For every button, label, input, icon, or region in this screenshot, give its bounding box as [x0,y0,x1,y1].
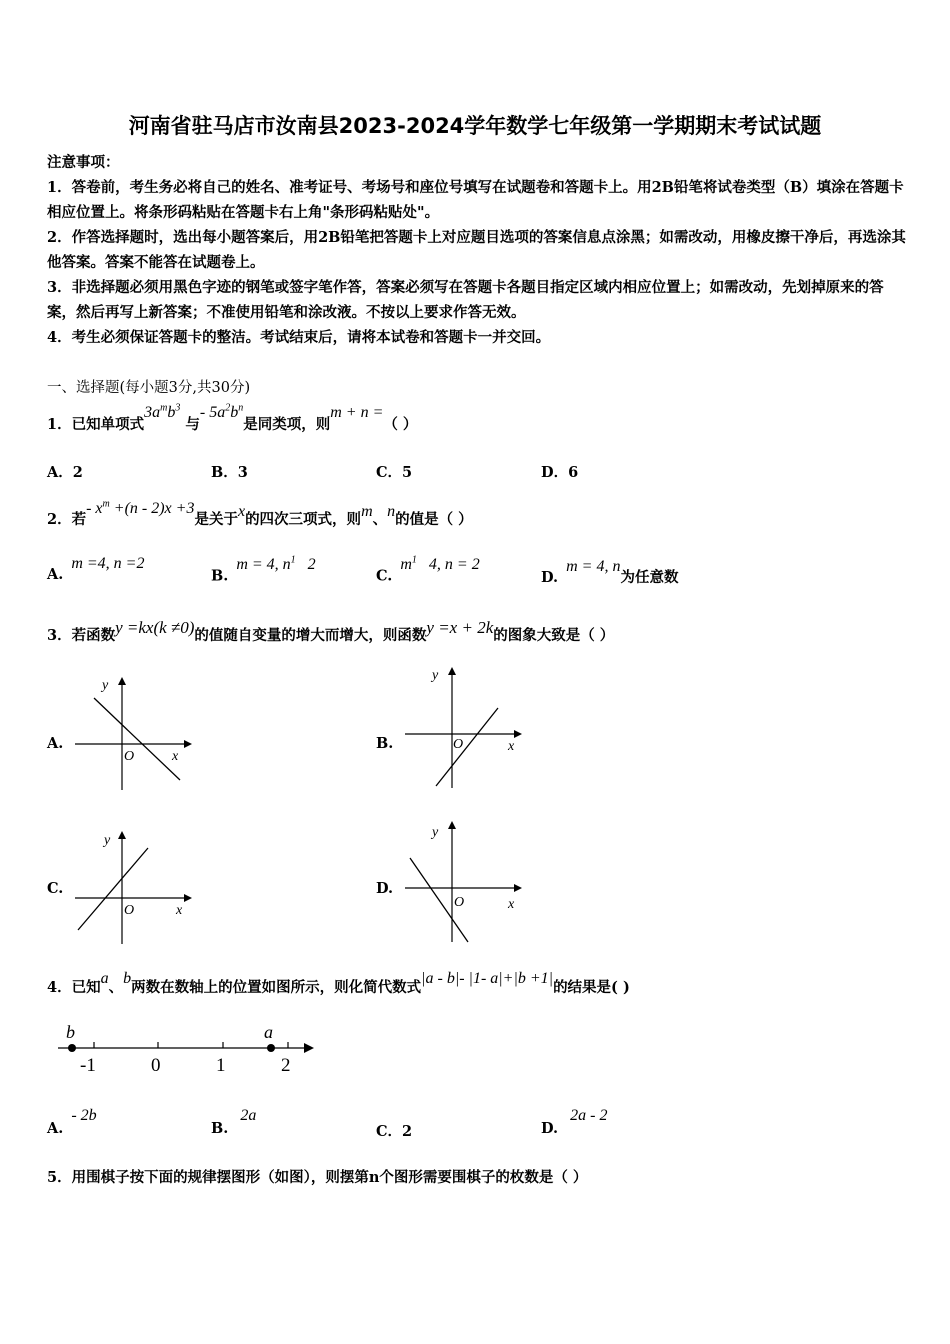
q4-option-c[interactable]: C．2 [376,1123,413,1140]
q2-option-b[interactable]: B.m = 4, $n^1$ 2 [211,555,316,585]
x-axis-label: x [508,739,515,754]
tick-label-2: 2 [281,1055,291,1076]
x-axis-label: x [172,749,179,764]
section-heading: 一、选择题(每小题3分,共30分) [47,380,251,396]
q3-graph-b[interactable] [400,662,530,792]
q4-number-line [52,1018,322,1078]
page-title: 河南省驻马店市汝南县2023-2024学年数学七年级第一学期期末考试试题 [128,114,822,138]
q1-option-c[interactable]: C．5 [376,464,413,481]
q3-graph-c[interactable] [70,826,200,946]
q3-graph-a[interactable] [70,672,200,792]
point-b [68,1044,76,1052]
point-b-label: b [66,1022,75,1042]
tick-label-1: 1 [216,1055,226,1076]
q4-option-d[interactable]: D.2a - 2 [541,1107,608,1137]
notice-item-1: 1．答卷前，考生务必将自己的姓名、准考证号、考场号和座位号填写在试题卷和答题卡上。用2B铅笔将试卷类型（B）填涂在答题卡相应位置上。将条形码粘贴在答题卡右上角"条形码粘贴处"。 [47,179,904,221]
q1-stem: 1．已知单项式$3a^mb^3$ 与- $5a^2b^n$是同类项，则m + n =（ ） [47,402,418,433]
y-axis-label: y [102,678,109,693]
notice-item-3: 3．非选择题必须用黑色字迹的钢笔或签字笔作答，答案必须写在答题卡各题目指定区域内相应位置上；如需改动，先划掉原来的答案，然后再写上新答案；不准使用铅笔和涂改液。不按以上要求作答无效。 [47,279,884,321]
origin-label: O [124,749,135,764]
origin-label: O [453,737,464,752]
q1-option-d[interactable]: D．6 [541,464,579,481]
q3-option-d-label[interactable]: D. [376,880,394,897]
q2-option-a[interactable]: A.m =4, n =2 [47,555,145,583]
q4-option-a[interactable]: A.- 2b [47,1107,97,1137]
origin-label: O [454,895,465,910]
y-axis-label: y [104,833,111,848]
y-axis-label: y [432,825,439,840]
notice-item-4: 4．考生必须保证答题卡的整洁。考试结束后，请将本试卷和答题卡一并交回。 [47,329,551,346]
point-a-label: a [264,1022,273,1042]
x-axis-label: x [176,903,183,918]
tick-label-minus-1: -1 [80,1055,96,1076]
q2-stem: 2．若- $x^m +(n - 2)x +3$是关于x的四次三项式，则m、n的值是（ ） [47,498,473,528]
q4-option-b[interactable]: B.2a [211,1107,257,1137]
q3-stem: 3．若函数y =kx(k ≠0)的值随自变量的增大而增大，则函数y =x + 2k的图象大致是（ ） [47,618,615,644]
x-axis-label: x [508,897,515,912]
q3-graph-d[interactable] [400,816,530,946]
q3-option-c-label[interactable]: C. [47,880,64,897]
q3-option-a-label[interactable]: A. [47,735,64,752]
origin-label: O [124,903,135,918]
y-axis-label: y [432,668,439,683]
q2-option-d[interactable]: D.m = 4, n为任意数 [541,558,679,586]
q2-option-c[interactable]: $C.m^1$ 4, n = 2 [376,555,480,585]
q5-stem: 5．用围棋子按下面的规律摆图形（如图），则摆第n个图形需要围棋子的枚数是（ ） [47,1169,588,1186]
q1-option-b[interactable]: B．3 [211,464,248,481]
q4-stem: 4．已知a、b两数在数轴上的位置如图所示，则化简代数式|a - b|- |1- a|+|b +1|的结果是( ) [47,970,630,996]
point-a [267,1044,275,1052]
q3-option-b-label[interactable]: B. [376,735,394,752]
q1-option-a[interactable]: A．2 [47,464,83,481]
tick-label-0: 0 [151,1055,161,1076]
notice-heading: 注意事项： [47,154,120,171]
notice-item-2: 2．作答选择题时，选出每小题答案后，用2B铅笔把答题卡上对应题目选项的答案信息点涂黑；如需改动，用橡皮擦干净后，再选涂其他答案。答案不能答在试题卷上。 [47,229,906,271]
